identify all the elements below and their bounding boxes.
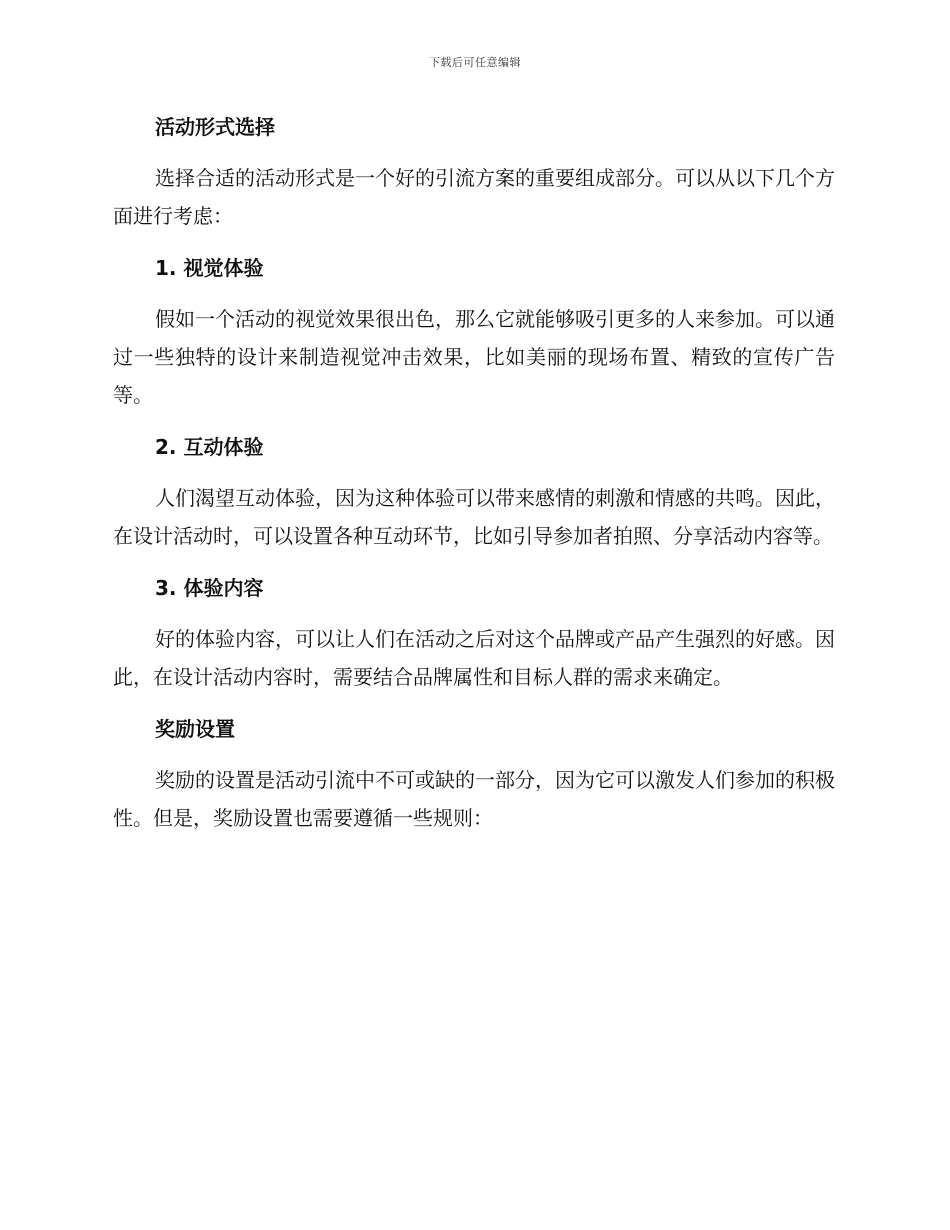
section-heading-interactive-experience: 2. 互动体验 bbox=[155, 435, 264, 459]
paragraph-activity-format: 选择合适的活动形式是一个好的引流方案的重要组成部分。可以从以下几个方面进行考虑： bbox=[113, 166, 835, 228]
paragraph-experience-content: 好的体验内容，可以让人们在活动之后对这个品牌或产品产生强烈的好感。因此，在设计活动内容时，需要结合品牌属性和目标人群的需求来确定。 bbox=[113, 627, 835, 689]
paragraph-visual-experience: 假如一个活动的视觉效果很出色，那么它就能够吸引更多的人来参加。可以通过一些独特的设计来制造视觉冲击效果，比如美丽的现场布置、精致的宣传广告等。 bbox=[113, 307, 835, 407]
section-heading-experience-content: 3. 体验内容 bbox=[155, 576, 264, 600]
document-body bbox=[113, 109, 835, 837]
paragraph-reward-settings: 奖励的设置是活动引流中不可或缺的一部分，因为它可以激发人们参加的积极性。但是，奖励设置也需要遵循一些规则： bbox=[113, 768, 835, 830]
section-heading-activity-format: 活动形式选择 bbox=[155, 115, 275, 139]
section-heading-reward-settings: 奖励设置 bbox=[155, 717, 235, 741]
section-heading-visual-experience: 1. 视觉体验 bbox=[155, 256, 264, 280]
header-note: 下载后可任意编辑 bbox=[429, 56, 521, 69]
paragraph-interactive-experience: 人们渴望互动体验，因为这种体验可以带来感情的刺激和情感的共鸣。因此，在设计活动时，可以设置各种互动环节，比如引导参加者拍照、分享活动内容等。 bbox=[113, 486, 835, 548]
